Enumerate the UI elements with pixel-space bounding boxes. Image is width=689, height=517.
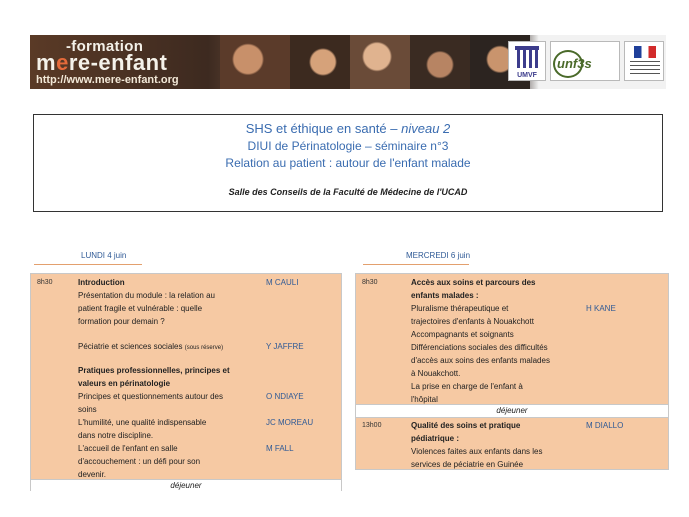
logo-formation-text: -formation	[66, 38, 144, 55]
session-line: L'accueil de l'enfant en salle	[78, 444, 178, 453]
session-line: Accompagnants et soignants	[411, 330, 514, 339]
session-line: devenir.	[78, 470, 107, 479]
session-line: d'accouchement : un défi pour son	[78, 457, 201, 466]
session-line: dans notre discipline.	[78, 431, 154, 440]
logo-main-text: mere-enfant	[36, 50, 168, 75]
session-title: enfants malades :	[411, 291, 479, 300]
seminar-venue: Salle des Conseils de la Faculté de Médecine de l'UCAD	[228, 187, 468, 197]
speaker-name: M CAULI	[266, 278, 299, 287]
schedule-mercredi	[355, 273, 669, 470]
session-line: d'accès aux soins des enfants malades	[411, 356, 550, 365]
session-line: services de péciatrie en Guinée	[411, 460, 524, 469]
session-line: l'hôpital	[411, 395, 438, 404]
seminar-title: SHS et éthique en santé – niveau 2	[245, 121, 451, 136]
session-title: pédiatrique :	[411, 434, 460, 443]
session-title: Pratiques professionnelles, principes et	[78, 366, 230, 375]
seminar-subtitle: DIUI de Périnatologie – séminaire n°3	[247, 139, 449, 153]
speaker-name: M DIALLO	[586, 421, 624, 430]
banner-photo	[410, 35, 470, 89]
banner-photo	[290, 35, 350, 89]
session-title: Accès aux soins et parcours des	[411, 278, 536, 287]
session-line: L'humilité, une qualité indispensable	[78, 418, 207, 427]
session-title: valeurs en périnatologie	[78, 379, 171, 388]
session-time: 8h30	[362, 279, 378, 286]
schedule-lundi	[30, 273, 342, 491]
speaker-name: JC MOREAU	[266, 418, 314, 427]
site-logo[interactable]	[32, 37, 218, 87]
french-flag-icon	[634, 46, 656, 58]
session-title: Introduction	[78, 278, 125, 287]
unf3s-logo: unf3s	[550, 41, 620, 81]
banner-photo	[220, 35, 290, 89]
session-line: à Nouakchott.	[411, 369, 461, 378]
speaker-name: Y JAFFRE	[266, 342, 304, 351]
speaker-name: O NDIAYE	[266, 392, 304, 401]
session-line: Péciatrie et sciences sociales (sous réserve)	[78, 342, 224, 351]
header-banner	[30, 35, 666, 89]
republique-francaise-logo	[624, 41, 664, 81]
umvf-logo: UMVF	[508, 41, 546, 81]
session-line: Différenciations sociales des difficultés	[411, 343, 548, 352]
session-title: Qualité des soins et pratique	[411, 421, 521, 430]
session-line: Présentation du module : la relation au	[78, 291, 215, 300]
banner-photo	[350, 35, 410, 89]
session-line: La prise en charge de l'enfant à	[411, 382, 523, 391]
seminar-title-box	[33, 114, 663, 212]
seminar-topic: Relation au patient : autour de l'enfant malade	[225, 156, 471, 170]
session-line: formation pour demain ?	[78, 317, 165, 326]
session-line: trajectoires d'enfants à Nouakchott	[411, 317, 534, 326]
session-line: patient fragile et vulnérable : quelle	[78, 304, 203, 313]
session-line: Principes et questionnements autour des	[78, 392, 223, 401]
session-line: soins	[78, 405, 97, 414]
session-time: 8h30	[37, 279, 53, 286]
logo-url[interactable]: http://www.mere-enfant.org	[36, 74, 179, 86]
speaker-name: M FALL	[266, 444, 294, 453]
speaker-name: H KANE	[586, 304, 616, 313]
lunch-break: déjeuner	[31, 479, 341, 492]
session-line: Violences faites aux enfants dans les	[411, 447, 543, 456]
lunch-break: déjeuner	[356, 404, 668, 417]
session-line: Pluralisme thérapeutique et	[411, 304, 509, 313]
session-time: 13h00	[362, 422, 382, 429]
